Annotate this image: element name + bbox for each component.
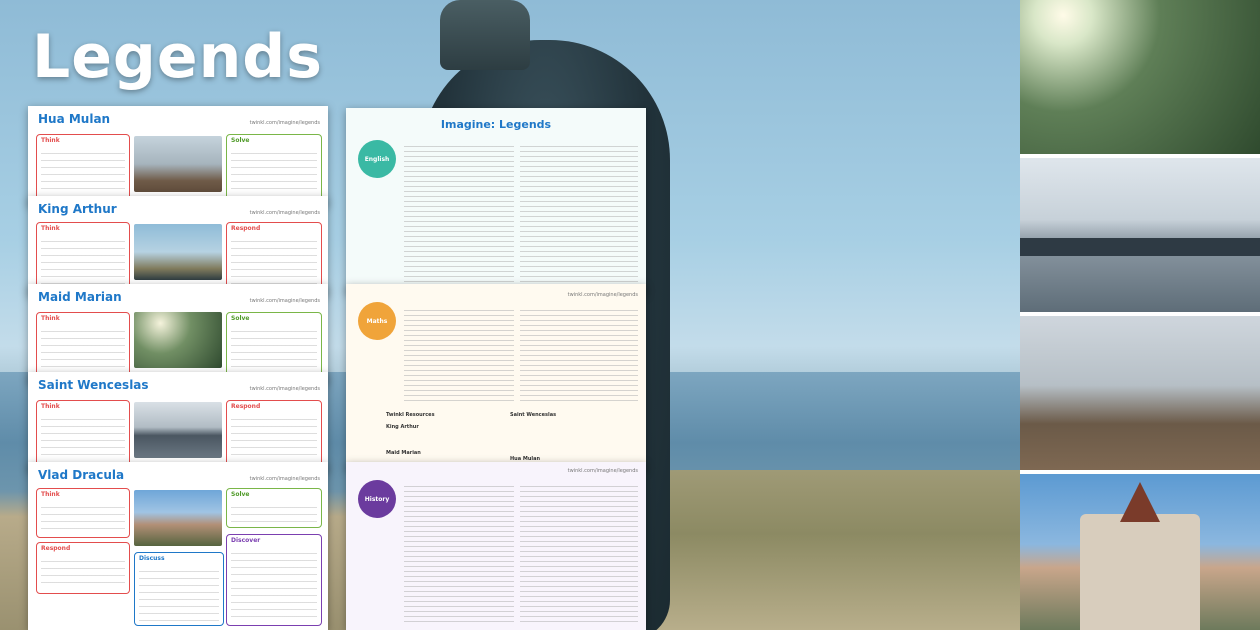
maths-text-left [404,306,514,402]
think-box [36,222,130,290]
think-box [36,312,130,378]
statue-thumbnail [134,224,222,280]
sheet-saint-wenceslas [28,372,328,472]
discover-label: Discover [231,537,261,544]
sheet-title: King Arthur [38,202,117,216]
bridge-thumbnail [134,402,222,458]
sheet-url: twinkl.com/imagine/legends [249,298,320,304]
forest-thumbnail [134,312,222,368]
resource-label-wenceslas: Saint Wenceslas [510,412,557,418]
castle-photo [1020,474,1260,630]
great-wall-thumbnail [134,136,222,192]
forest-photo [1020,0,1260,154]
sheet-url: twinkl.com/imagine/legends [567,292,638,298]
solve-label: Solve [231,491,250,498]
history-label: History [364,495,390,503]
discuss-box [134,552,224,626]
sheet-url: twinkl.com/imagine/legends [249,120,320,126]
main-sheet-maths [346,284,646,470]
sheet-king-arthur [28,196,328,296]
castle-thumbnail [134,490,222,546]
photo-strip [1020,0,1260,630]
sheet-title: Maid Marian [38,290,122,304]
think-label: Think [41,225,60,232]
maths-badge [358,302,396,340]
sheet-url: twinkl.com/imagine/legends [567,468,638,474]
resource-label-arthur: King Arthur [386,424,419,430]
solve-box [226,488,322,528]
castle-roof [1120,482,1160,522]
sheet-hua-mulan [28,106,328,206]
sheet-title: Vlad Dracula [38,468,125,482]
history-badge [358,480,396,518]
think-label: Think [41,315,60,322]
resource-label-marian: Maid Marian [386,450,421,456]
castle-shape [1080,514,1200,630]
english-text-right [520,142,638,290]
resources-heading: Twinkl Resources [386,412,435,418]
think-label: Think [41,403,60,410]
english-text-left [404,142,514,290]
think-label: Think [41,491,60,498]
bridge-shape [1020,238,1260,256]
great-wall-photo [1020,316,1260,470]
discover-box [226,534,322,626]
sheet-title: Hua Mulan [38,112,111,126]
history-text-right [520,482,638,626]
think-label: Think [41,137,60,144]
sheet-vlad-dracula [28,462,328,630]
english-badge [358,140,396,178]
resource-label-mulan: Hua Mulan [510,456,541,462]
sheet-title: Saint Wenceslas [38,378,149,392]
think-box [36,134,130,200]
sheet-maid-marian [28,284,328,384]
sheet-url: twinkl.com/imagine/legends [249,476,320,482]
maths-label: Maths [366,317,388,325]
main-sheet-history [346,462,646,630]
respond-box [226,400,322,466]
respond-label: Respond [231,403,261,410]
history-text-left [404,482,514,626]
sheet-url: twinkl.com/imagine/legends [249,386,320,392]
solve-label: Solve [231,315,250,322]
think-box [36,400,130,466]
english-label: English [364,155,390,163]
bridge-photo [1020,158,1260,312]
respond-label: Respond [41,545,71,552]
solve-box [226,312,322,378]
main-sheet-english [346,108,646,294]
sheet-url: twinkl.com/imagine/legends [249,210,320,216]
solve-label: Solve [231,137,250,144]
solve-box [226,134,322,200]
respond-box [226,222,322,290]
respond-box [36,542,130,594]
maths-text-right [520,306,638,402]
discuss-label: Discuss [139,555,165,562]
banner-title: Legends [32,22,323,92]
main-sheet-title: Imagine: Legends [440,118,552,131]
respond-label: Respond [231,225,261,232]
think-box [36,488,130,538]
statue-crown [440,0,530,70]
